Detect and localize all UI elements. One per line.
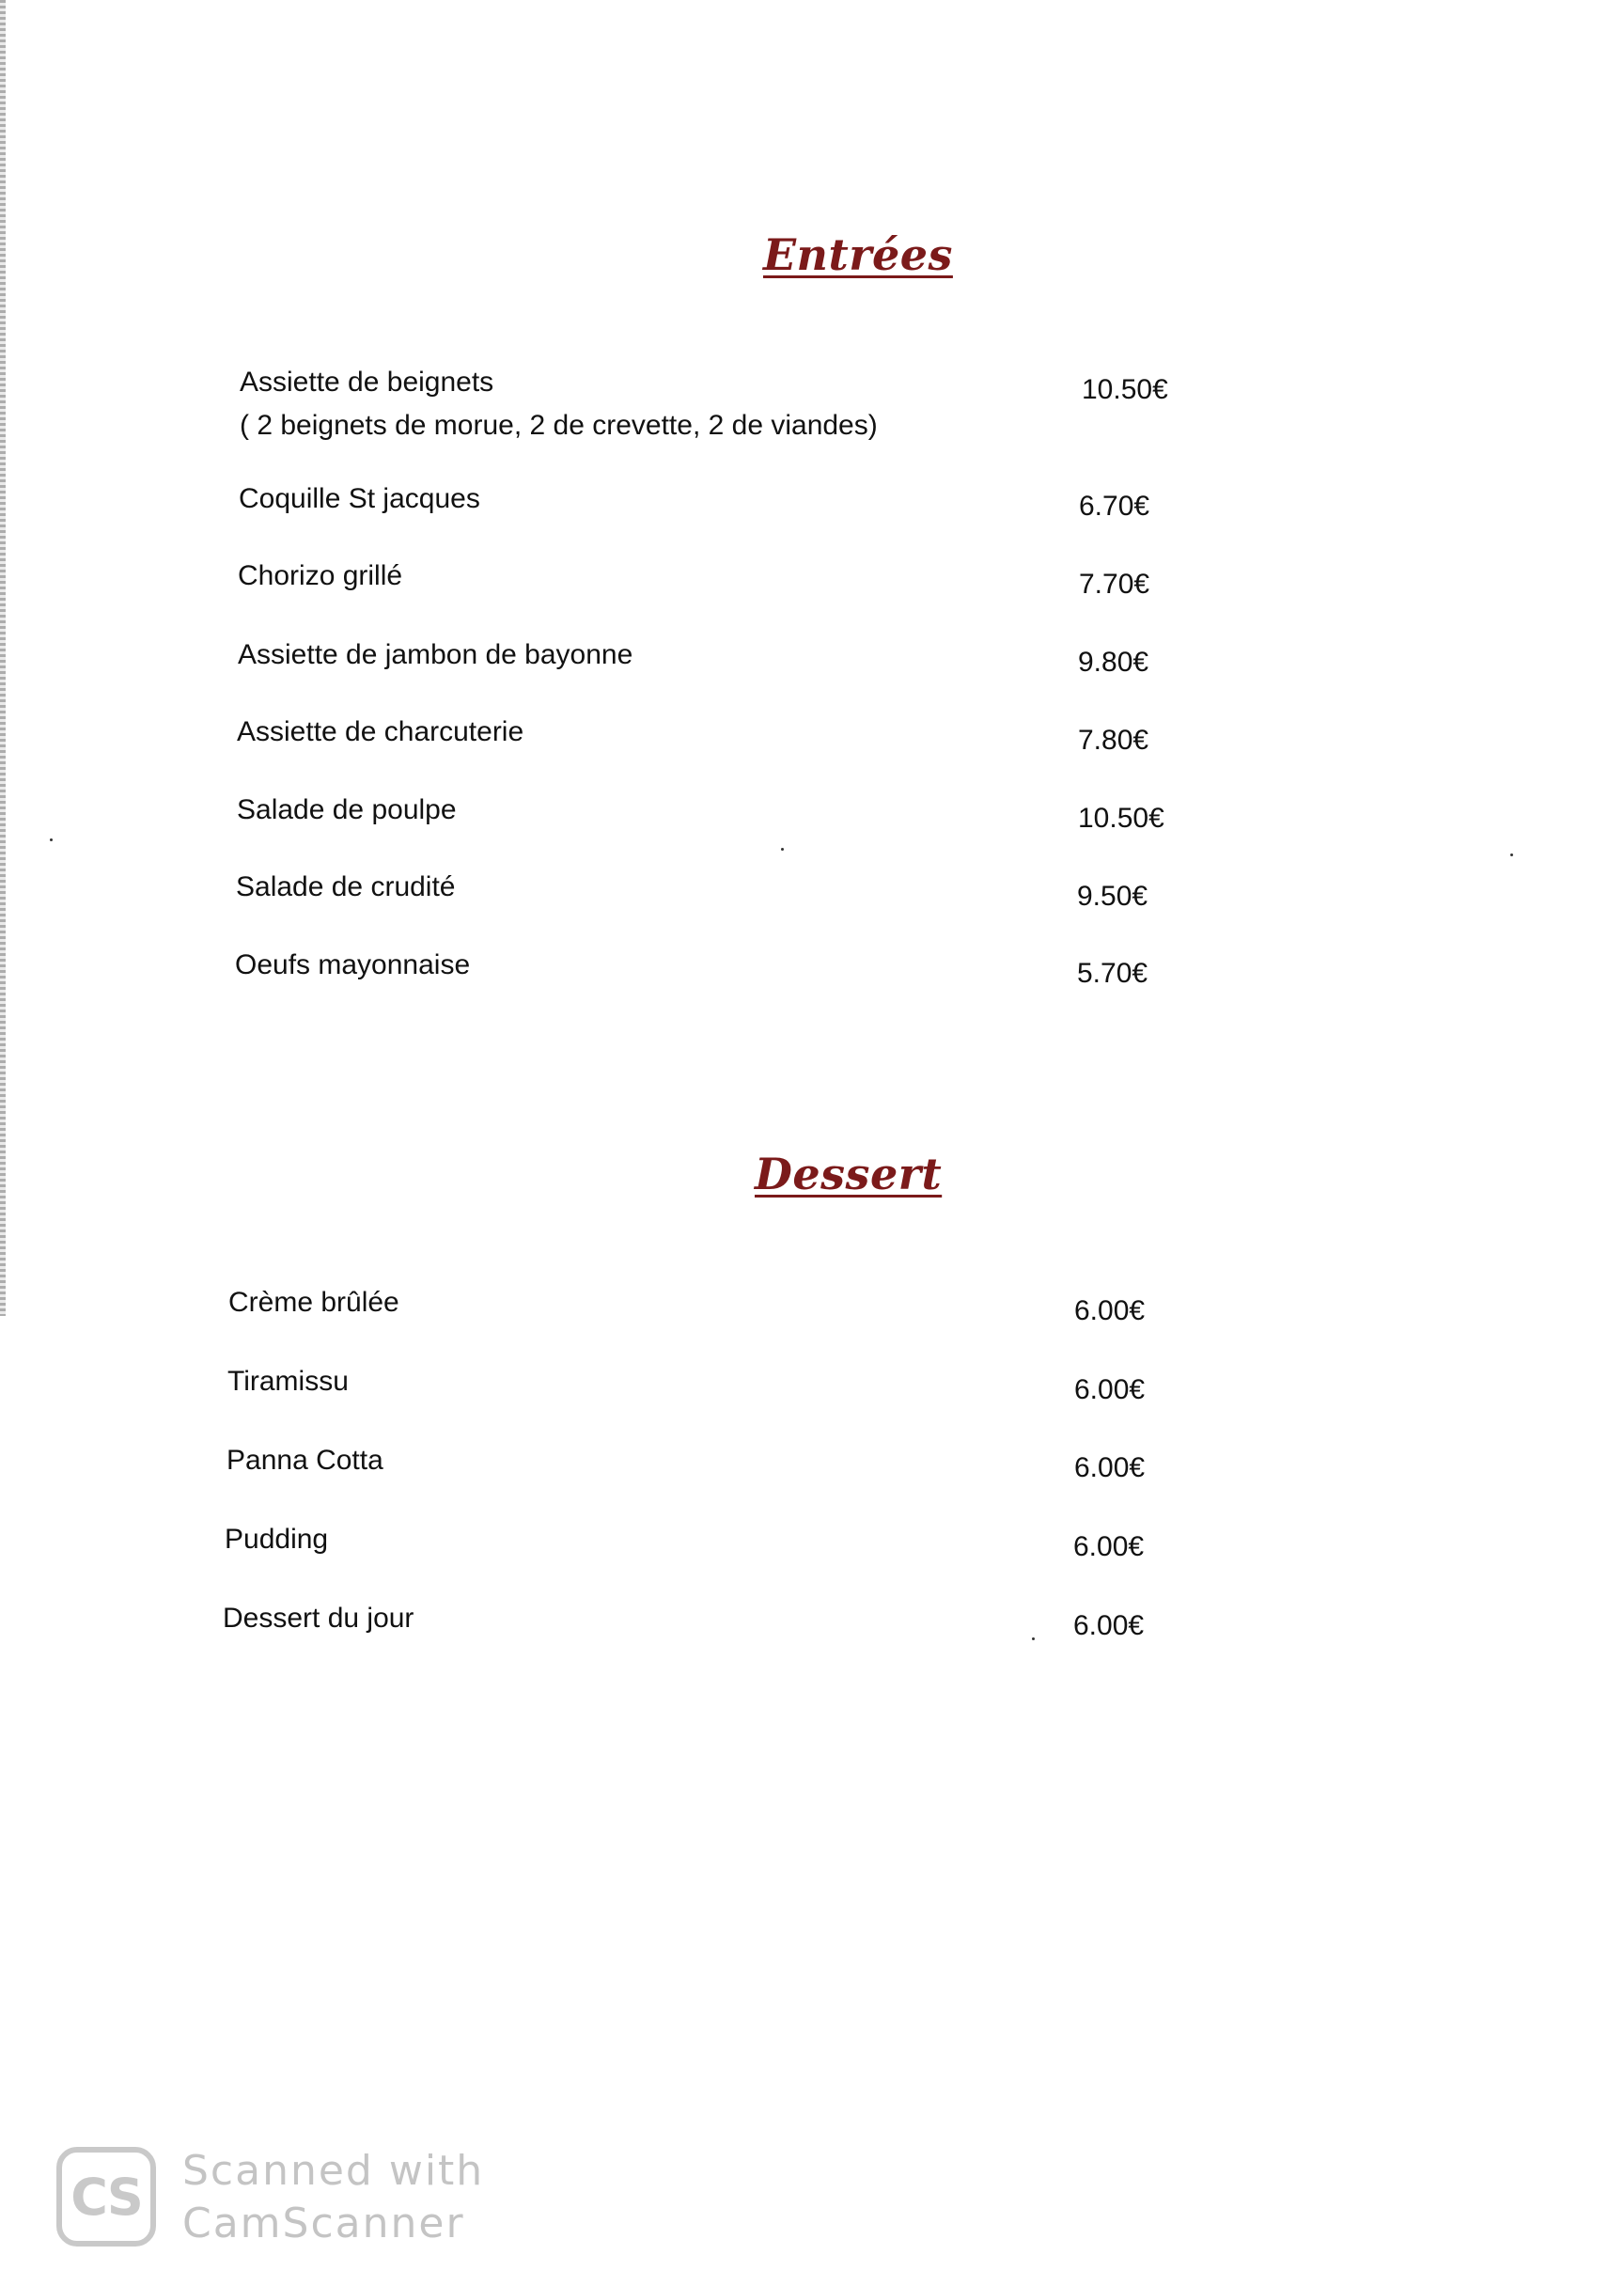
menu-item-name: Chorizo grillé xyxy=(238,560,403,591)
section-title-entrees: Entrées xyxy=(763,229,953,280)
watermark-line-2: CamScanner xyxy=(182,2200,465,2247)
camscanner-logo: CS xyxy=(56,2147,156,2247)
menu-item-price: 6.70€ xyxy=(1079,491,1150,522)
watermark-line-1: Scanned with xyxy=(182,2147,485,2195)
section-title-dessert: Dessert xyxy=(755,1149,943,1199)
menu-item-price: 9.50€ xyxy=(1077,881,1148,912)
menu-item-name: Dessert du jour xyxy=(223,1603,414,1634)
scan-edge xyxy=(0,0,6,1316)
scan-speck xyxy=(1510,853,1513,856)
menu-item-price: 6.00€ xyxy=(1073,1531,1145,1562)
menu-item-name: Pudding xyxy=(225,1524,329,1555)
menu-item-price: 6.00€ xyxy=(1074,1295,1146,1326)
menu-item-name: Assiette de jambon de bayonne xyxy=(238,639,633,670)
menu-item-name: Crème brûlée xyxy=(228,1287,399,1318)
menu-item-price: 6.00€ xyxy=(1074,1452,1146,1483)
menu-item-price: 6.00€ xyxy=(1073,1610,1145,1641)
menu-item-note: ( 2 beignets de morue, 2 de crevette, 2 de viandes) xyxy=(240,410,878,441)
menu-item-name: Tiramissu xyxy=(227,1366,349,1397)
menu-item-name: Assiette de charcuterie xyxy=(237,716,524,747)
scan-speck xyxy=(50,838,53,841)
menu-item-name: Oeufs mayonnaise xyxy=(235,949,471,980)
menu-item-price: 10.50€ xyxy=(1082,374,1168,405)
menu-item-price: 6.00€ xyxy=(1074,1374,1146,1405)
menu-item-price: 7.80€ xyxy=(1078,725,1149,756)
menu-item-price: 7.70€ xyxy=(1079,569,1150,600)
menu-item-name: Salade de crudité xyxy=(236,871,456,902)
menu-item-name: Assiette de beignets xyxy=(240,367,494,398)
menu-item-price: 9.80€ xyxy=(1078,647,1149,678)
scan-speck xyxy=(1032,1637,1035,1640)
menu-item-name: Coquille St jacques xyxy=(239,483,480,514)
menu-item-price: 10.50€ xyxy=(1078,803,1164,834)
menu-item-name: Panna Cotta xyxy=(226,1445,383,1476)
menu-item-price: 5.70€ xyxy=(1077,958,1148,989)
menu-item-name: Salade de poulpe xyxy=(237,794,457,825)
scan-speck xyxy=(781,848,784,851)
